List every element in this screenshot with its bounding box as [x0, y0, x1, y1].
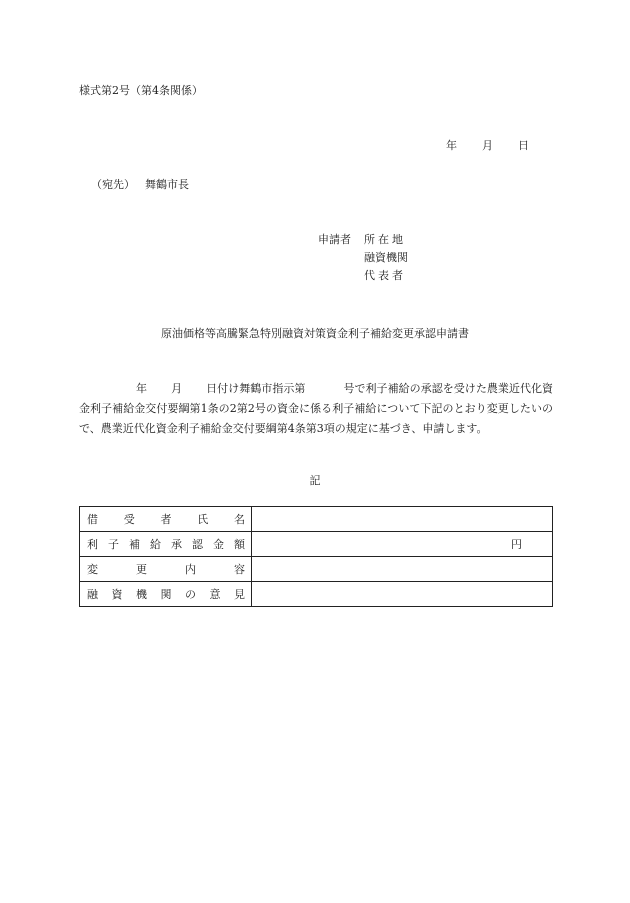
institution-opinion-field[interactable]: [252, 582, 553, 607]
date-day: 日: [518, 139, 529, 152]
table-row: [80, 507, 553, 532]
applicant-institution-label: 融資機関: [364, 251, 408, 264]
approved-amount-field[interactable]: [252, 532, 553, 557]
body-year: 年: [136, 382, 148, 395]
body-paragraph: [79, 379, 553, 439]
institution-opinion-label: 融 資 機 関 の 意 見: [80, 582, 252, 607]
date-month: 月: [482, 139, 493, 152]
body-month: 月: [171, 382, 183, 395]
addressee-prefix: （宛先）: [91, 178, 135, 191]
addressee-name: 舞鶴市長: [145, 178, 189, 191]
change-details-field[interactable]: [252, 557, 553, 582]
approved-amount-label: 利 子 補 給 承 認 金 額: [80, 532, 252, 557]
body-text-a: 日付け舞鶴市指示第: [206, 382, 306, 395]
body-text-b: 号で利子補給の承認を受けた農業近代化資金利子補給金交付要綱第1条の2第2号の資金に係る利子補給について下記のとおり変更したいので、農業近代化資金利子補給金交付要綱第4条第3項の規定に基づき、申請します。: [79, 382, 554, 435]
table-row: [80, 557, 553, 582]
applicant-label: 申請者: [318, 233, 351, 246]
details-table: [79, 506, 553, 607]
date-line: [446, 137, 529, 153]
borrower-name-label: 借 受 者 氏 名: [80, 507, 252, 532]
applicant-representative-label: 代表者: [364, 269, 406, 282]
change-details-label: 変 更 内 容: [80, 557, 252, 582]
applicant-address-label: 所在地: [364, 233, 406, 246]
borrower-name-field[interactable]: [252, 507, 553, 532]
table-row: [80, 582, 553, 607]
document-title: 原油価格等高騰緊急特別融資対策資金利子補給変更承認申請書: [161, 327, 469, 340]
yen-unit: 円: [511, 538, 522, 551]
addressee: [79, 176, 189, 192]
table-row: [80, 532, 553, 557]
ki-heading: 記: [309, 474, 321, 487]
date-year: 年: [446, 139, 457, 152]
form-number: 様式第2号（第4条関係）: [79, 84, 203, 97]
